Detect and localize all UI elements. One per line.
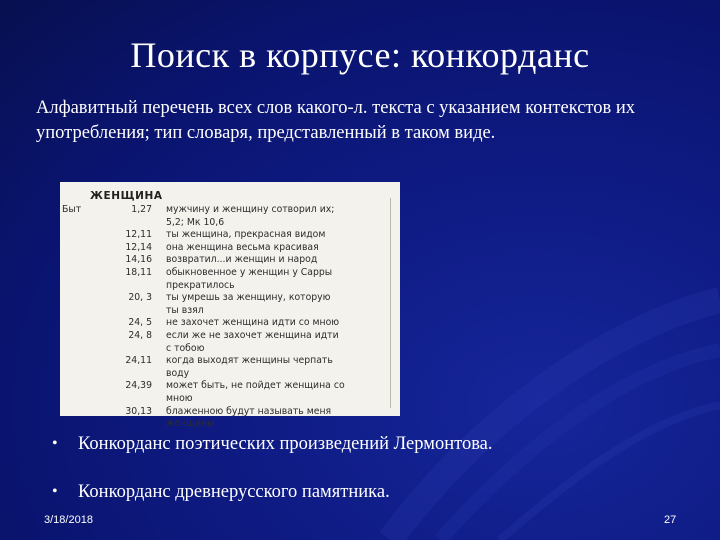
excerpt-reference: 14,16: [125, 254, 152, 266]
footer-date: 3/18/2018: [44, 514, 93, 526]
excerpt-reference: 24, 5: [128, 317, 152, 329]
slide-title: Поиск в корпусе: конкорданс: [130, 35, 590, 75]
bullet-dot-icon: •: [52, 483, 58, 500]
excerpt-line: [60, 254, 400, 267]
excerpt-context: воду: [166, 367, 190, 379]
excerpt-line: [60, 280, 400, 293]
bullet-item: [52, 432, 692, 456]
excerpt-line: [60, 292, 400, 305]
excerpt-reference: 20, 3: [128, 292, 152, 304]
excerpt-context: она женщина весьма красивая: [166, 241, 319, 253]
excerpt-context: ты женщина, прекрасная видом: [166, 229, 326, 241]
excerpt-context: может быть, не пойдет женщина со: [166, 380, 345, 392]
excerpt-reference: 30,13: [125, 405, 152, 417]
excerpt-line: [60, 330, 400, 343]
excerpt-line: [60, 204, 400, 217]
excerpt-context: мужчину и женщину сотворил их;: [166, 204, 335, 215]
excerpt-context: не захочет женщина идти со мною: [166, 317, 340, 329]
excerpt-reference: 12,11: [125, 229, 152, 241]
excerpt-context: 5,2; Мк 10,6: [166, 216, 225, 228]
excerpt-reference: 24,39: [125, 380, 152, 392]
excerpt-context: женщины: [166, 418, 215, 430]
excerpt-context: если же не захочет женщина идти: [166, 329, 339, 341]
excerpt-context: ты умрешь за женщину, которую: [166, 292, 331, 304]
excerpt-column-rule: [390, 198, 391, 408]
bullet-item: [52, 480, 692, 504]
excerpt-context: когда выходят женщины черпать: [166, 355, 333, 367]
excerpt-reference: 18,11: [125, 266, 152, 278]
excerpt-reference: 24,11: [125, 355, 152, 367]
excerpt-context: ты взял: [166, 304, 204, 316]
concordance-excerpt: [60, 182, 400, 430]
excerpt-reference: 24, 8: [128, 329, 152, 341]
bullet-text: Конкорданс поэтических произведений Лермонтова.: [78, 434, 493, 454]
excerpt-reference: 12,14: [125, 241, 152, 253]
excerpt-line: [60, 242, 400, 255]
excerpt-context: возвратил...и женщин и народ: [166, 254, 318, 266]
intro-text: Алфавитный перечень всех слов какого-л. текста с указанием контекстов их употребления; тип словаря, представленный в таком виде.: [36, 98, 636, 143]
excerpt-line: [60, 406, 400, 419]
bullet-list: [52, 432, 692, 504]
slide-number: 27: [664, 514, 677, 526]
excerpt-context: блаженною будут называть меня: [166, 405, 332, 417]
excerpt-headword: ЖЕНЩИНА: [90, 190, 163, 202]
excerpt-context: мною: [166, 392, 193, 404]
excerpt-context: обыкновенное у женщин у Сарры: [166, 266, 333, 278]
excerpt-book: Быт: [62, 204, 82, 215]
bullet-text: Конкорданс древнерусского памятника.: [78, 482, 390, 502]
excerpt-line: [60, 305, 400, 318]
excerpt-context: прекратилось: [166, 279, 235, 291]
excerpt-line: [60, 267, 400, 280]
excerpt-reference: 1,27: [131, 204, 152, 215]
excerpt-line: [60, 380, 400, 393]
excerpt-line: [60, 343, 400, 356]
excerpt-line: [60, 217, 400, 230]
excerpt-context: с тобою: [166, 342, 205, 354]
excerpt-line: [60, 418, 400, 431]
excerpt-line: [60, 393, 400, 406]
excerpt-line: [60, 229, 400, 242]
excerpt-lines: [60, 204, 400, 431]
bullet-dot-icon: •: [52, 435, 58, 452]
excerpt-line: [60, 317, 400, 330]
excerpt-line: [60, 368, 400, 381]
excerpt-line: [60, 355, 400, 368]
